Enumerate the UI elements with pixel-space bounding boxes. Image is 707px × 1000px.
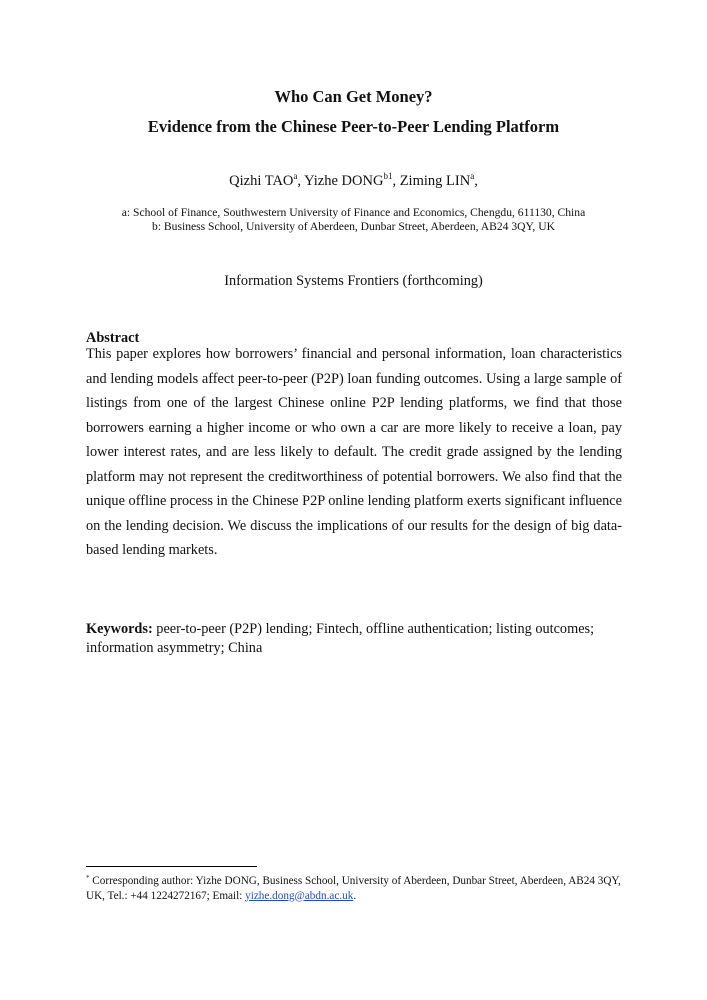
abstract-body [86, 342, 622, 563]
author-affiliation-mark: a [470, 171, 475, 181]
author-affiliation-mark: b1 [383, 171, 393, 181]
abstract-heading: Abstract [86, 330, 140, 346]
author-separator: , [474, 173, 478, 189]
author-affiliation-mark: a [293, 171, 298, 181]
abstract-line: unique offline process in the Chinese P2P online lending platform exerts significant influence [86, 493, 622, 509]
journal-note: Information Systems Frontiers (forthcoming) [224, 273, 483, 289]
author-name: Yizhe DONG [304, 173, 384, 189]
abstract-line: This paper explores how borrowers’ financial and personal information, loan characteristics [86, 346, 622, 362]
abstract-line: listings from one of the largest Chinese online P2P lending platforms, we find that those [86, 395, 622, 411]
keywords-block [86, 620, 626, 657]
footnote-text: Corresponding author: Yizhe DONG, Business School, University of Aberdeen, Dunbar Street, Aberdeen, AB24 3QY, UK, Tel.: +44 1224272167; Email: [86, 875, 621, 902]
abstract-line: platform may not represent the creditworthiness of potential borrowers. We also find that the [86, 468, 622, 485]
abstract-line: based lending markets. [86, 542, 218, 558]
author-name: Ziming LIN [399, 173, 471, 189]
affiliation-a: a: School of Finance, Southwestern University of Finance and Economics, Chengdu, 611130, China [121, 206, 586, 219]
footnote [86, 874, 626, 903]
author-separator: , [297, 173, 305, 189]
affiliation-b: b: Business School, University of Aberdeen, Dunbar Street, Aberdeen, AB24 3QY, UK [152, 220, 555, 233]
keywords-text: peer-to-peer (P2P) lending; Fintech, offline authentication; listing outcomes; information asymmetry; China [86, 621, 595, 656]
footnote-marker: * [86, 874, 90, 882]
keywords-label: Keywords: [86, 621, 153, 637]
paper-title-line-2: Evidence from the Chinese Peer-to-Peer Lending Platform [147, 117, 560, 136]
abstract-line: borrowers earning a higher income or who own a car are more likely to receive a loan, pay [86, 419, 622, 436]
author-separator: , [392, 173, 400, 189]
author-email-link[interactable]: yizhe.dong@abdn.ac.uk [245, 889, 354, 902]
footnote-rule [86, 866, 257, 867]
footnote-end: . [353, 889, 357, 902]
abstract-line: lower interest rates, and are less likely to default. The credit grade assigned by the lending [86, 444, 622, 460]
author-list [0, 172, 707, 190]
abstract-line: and lending models affect peer-to-peer (P2P) loan funding outcomes. Using a large sample of [86, 370, 622, 387]
author-name: Qizhi TAO [229, 173, 294, 189]
paper-title-line-1: Who Can Get Money? [274, 87, 433, 106]
abstract-line: on the lending decision. We discuss the implications of our results for the design of big data- [86, 517, 622, 534]
